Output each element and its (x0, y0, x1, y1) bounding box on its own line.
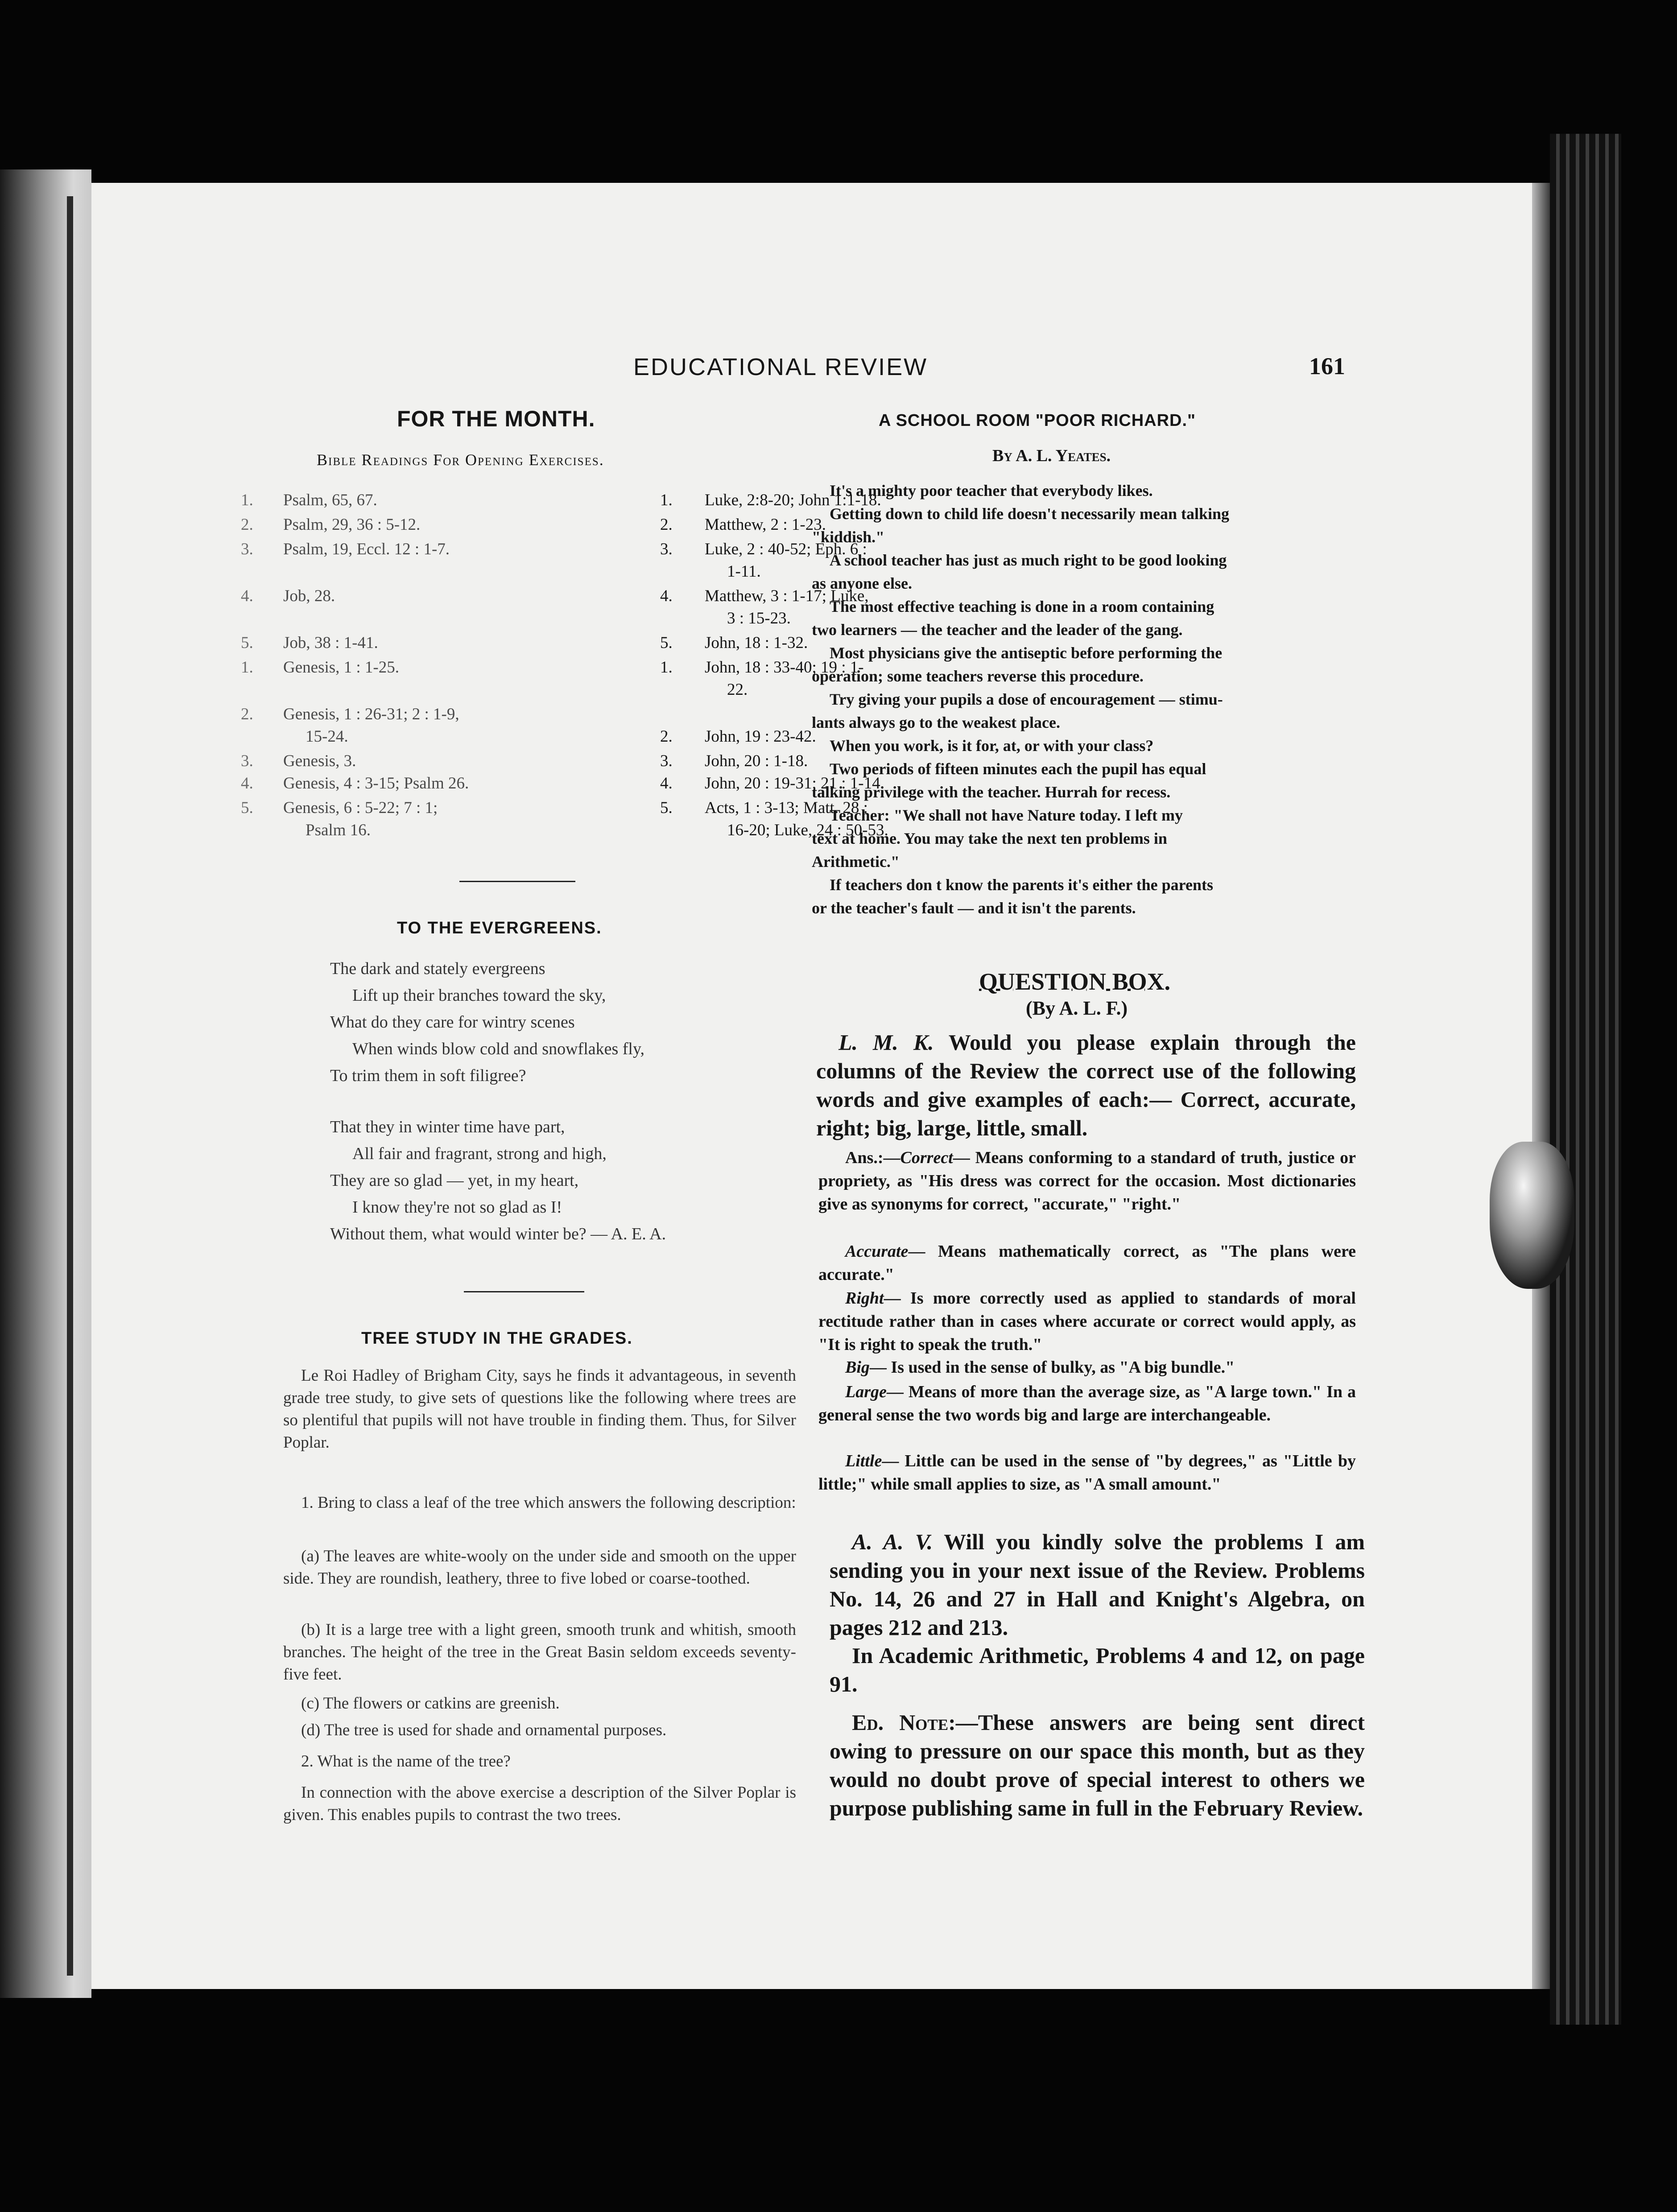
reading-number: 5. (660, 799, 673, 817)
divider-rule (459, 881, 575, 882)
reading-number: 1. (241, 491, 253, 509)
reading-number: 3. (241, 752, 253, 770)
reading-number: 2. (241, 705, 253, 723)
answer-big-word: Big (845, 1358, 870, 1377)
saying-line: Most physicians give the antiseptic before performing the (830, 644, 1223, 662)
reading-passage: Psalm, 19, Eccl. 12 : 1-7. (283, 540, 450, 558)
reading-passage: Genesis, 6 : 5-22; 7 : 1; (283, 799, 438, 817)
reading-passage: John, 18 : 1-32. (705, 634, 808, 652)
answer-accurate-text: — Means mathematically correct, as "The plans were accurate." (818, 1242, 1356, 1284)
question-aav-text: Will you kindly solve the problems I am sending you in your next issue of the Review. Problems No. 14, 26 and 27 in Hall and Knight's Algebra, on pages 212 and 213. (830, 1529, 1365, 1640)
reading-number: 1. (660, 491, 673, 509)
reading-number: 5. (660, 634, 673, 652)
tree-study-closing: In connection with the above exercise a description of the Silver Poplar is given. This enables pupils to contrast the two trees. (283, 1783, 796, 1824)
poem-line: I know they're not so glad as I! (352, 1198, 562, 1217)
tree-study-question-1: 1. Bring to class a leaf of the tree which answers the following description: (301, 1494, 796, 1512)
tree-study-item-d: (d) The tree is used for shade and ornamental purposes. (301, 1721, 667, 1739)
answer-correct (818, 1146, 1356, 1216)
book-edge-lines (1550, 134, 1621, 2025)
reading-number: 2. (660, 516, 673, 534)
saying-line: Try giving your pupils a dose of encouragement — stimu- (830, 690, 1223, 708)
question-aav-continued: In Academic Arithmetic, Problems 4 and 12, on page 91. (830, 1643, 1365, 1696)
reading-number: 5. (241, 634, 253, 652)
saying-line: or the teacher's fault — and it isn't the parents. (812, 899, 1136, 917)
saying-line: lants always go to the weakest place. (812, 714, 1060, 731)
answer-little-text: — Little can be used in the sense of "by degrees," as "Little by little;" while small applies to size, as "A small amount." (818, 1452, 1356, 1494)
bible-readings-subtitle: Bible Readings For Opening Exercises. (317, 451, 604, 469)
running-title: EDUCATIONAL REVIEW (633, 354, 928, 380)
reading-number: 3. (660, 752, 673, 770)
page-number: 161 (1309, 353, 1345, 380)
editor-note-label: Ed. Note: (852, 1710, 956, 1735)
answer-right-text: — Is more correctly used as applied to standards of moral rectitude rather than in cases where accurate or correct would apply, as "It is right to speak the truth." (818, 1289, 1356, 1354)
tree-study-question-2: 2. What is the name of the tree? (301, 1752, 511, 1770)
poem-line: That they in winter time have part, (330, 1118, 565, 1136)
saying-line: The most effective teaching is done in a room containing (830, 598, 1214, 615)
saying-line: When you work, is it for, at, or with your class? (830, 737, 1154, 755)
question-box-byline: (By A. L. F.) (1026, 997, 1128, 1019)
reading-passage: Genesis, 1 : 26-31; 2 : 1-9, (283, 705, 459, 723)
reading-passage: Psalm, 29, 36 : 5-12. (283, 516, 421, 534)
poem-line: All fair and fragrant, strong and high, (352, 1144, 607, 1163)
editor-note (830, 1708, 1365, 1822)
for-the-month-title: FOR THE MONTH. (397, 406, 595, 431)
reading-passage: Genesis, 3. (283, 752, 356, 770)
reading-passage: 1-11. (727, 562, 761, 581)
reading-passage: Luke, 2:8-20; John 1:1-18. (705, 491, 881, 509)
reading-number: 2. (241, 516, 253, 534)
poem-line: Without them, what would winter be? — A. E. A. (330, 1225, 666, 1243)
reading-number: 1. (660, 658, 673, 677)
answer-right (818, 1287, 1356, 1356)
answer-right-word: Right (845, 1289, 884, 1308)
answer-correct-word: Correct (900, 1148, 953, 1167)
tree-study-item-c: (c) The flowers or catkins are greenish. (301, 1694, 560, 1713)
answer-label: Ans.:— (845, 1148, 900, 1167)
answer-large-word: Large (845, 1382, 887, 1401)
answer-large-text: — Means of more than the average size, as "A large town." In a general sense the two words big and large are interchangeable. (818, 1382, 1356, 1424)
answer-large (818, 1380, 1356, 1427)
poem-line: To trim them in soft filigree? (330, 1066, 526, 1085)
reading-number: 3. (241, 540, 253, 558)
saying-line: Two periods of fifteen minutes each the pupil has equal (830, 760, 1206, 778)
answer-correct-text: — Means conforming to a standard of truth, justice or propriety, as "His dress was correct for the occasion. Most dictionaries give as synonyms for correct, "accurate," "right." (818, 1148, 1356, 1213)
poor-richard-byline: By A. L. Yeates. (992, 446, 1111, 465)
question-lmk-initials: L. M. K. (838, 1030, 934, 1055)
tree-study-item-b: (b) It is a large tree with a light green, smooth trunk and whitish, smooth branches. The height of the tree in the Great Basin seldom exceeds seventy-five feet. (283, 1621, 796, 1684)
saying-line: It's a mighty poor teacher that everybody likes. (830, 482, 1153, 499)
reading-passage: Psalm 16. (306, 821, 371, 839)
poem-line: Lift up their branches toward the sky, (352, 986, 606, 1005)
poem-line: They are so glad — yet, in my heart, (330, 1171, 579, 1190)
reading-passage: Genesis, 1 : 1-25. (283, 658, 399, 677)
evergreens-title: TO THE EVERGREENS. (397, 919, 602, 937)
saying-line: talking privilege with the teacher. Hurrah for recess. (812, 783, 1171, 801)
answer-big-text: — Is used in the sense of bulky, as "A big bundle." (869, 1358, 1235, 1377)
saying-line: operation; some teachers reverse this procedure. (812, 667, 1144, 685)
reading-passage: Luke, 2 : 40-52; Eph. 6 : (705, 540, 867, 558)
reading-passage: 15-24. (306, 727, 348, 746)
reading-passage: John, 18 : 33-40; 19 : 1- (705, 658, 864, 677)
divider-rule (464, 1291, 584, 1292)
question-aav-initials: A. A. V. (852, 1529, 933, 1554)
poem-line: The dark and stately evergreens (330, 959, 545, 978)
saying-line: Getting down to child life doesn't necessarily mean talking (830, 505, 1230, 523)
reading-number: 4. (660, 774, 673, 792)
reading-passage: Psalm, 65, 67. (283, 491, 377, 509)
editor-note-text: —These answers are being sent direct owing to pressure on our space this month, but as they would no doubt prove of special interest to others we purpose publishing same in full in the February Review. (830, 1710, 1365, 1820)
question-lmk-text: Would you please explain through the columns of the Review the correct use of the following words and give examples of each:— Correct, accurate, right; big, large, little, small. (816, 1030, 1356, 1140)
answer-accurate (818, 1240, 1356, 1286)
answer-little-word: Little (845, 1452, 882, 1470)
poem-line: When winds blow cold and snowflakes fly, (352, 1040, 645, 1058)
answer-little (818, 1449, 1356, 1496)
reading-number: 2. (660, 727, 673, 746)
page-clip (1490, 1142, 1574, 1289)
answer-big (818, 1356, 1356, 1379)
reading-passage: Acts, 1 : 3-13; Matt. 28 : (705, 799, 868, 817)
reading-passage: Job, 28. (283, 587, 335, 605)
reading-passage: John, 20 : 1-18. (705, 752, 808, 770)
reading-number: 1. (241, 658, 253, 677)
reading-passage: Job, 38 : 1-41. (283, 634, 378, 652)
saying-line: If teachers don t know the parents it's either the parents (830, 876, 1213, 894)
reading-number: 4. (241, 774, 253, 792)
reading-passage: 22. (727, 681, 748, 699)
answer-accurate-word: Accurate (845, 1242, 909, 1261)
poor-richard-title: A SCHOOL ROOM "POOR RICHARD." (879, 411, 1196, 430)
reading-number: 4. (241, 587, 253, 605)
saying-line: A school teacher has just as much right to be good looking (830, 551, 1227, 569)
reading-passage: Matthew, 2 : 1-23. (705, 516, 826, 534)
saying-line: Teacher: "We shall not have Nature today. I left my (830, 806, 1183, 824)
reading-number: 4. (660, 587, 673, 605)
reading-passage: John, 20 : 19-31; 21 : 1-14. (705, 774, 884, 792)
reading-passage: 3 : 15-23. (727, 609, 791, 627)
saying-line: Arithmetic." (812, 853, 900, 871)
reading-passage: Genesis, 4 : 3-15; Psalm 26. (283, 774, 469, 792)
reading-passage: John, 19 : 23-42. (705, 727, 816, 746)
reading-number: 5. (241, 799, 253, 817)
saying-line: as anyone else. (812, 574, 912, 592)
question-lmk (816, 1028, 1356, 1142)
question-aav (830, 1527, 1365, 1642)
tree-study-intro: Le Roi Hadley of Brigham City, says he finds it advantageous, in seventh grade tree study, to give sets of questions like the following where trees are so plentiful that pupils will not have trouble in finding them. Thus, for Silver Poplar. (283, 1366, 796, 1452)
left-page-spine (0, 169, 91, 1998)
reading-passage: 16-20; Luke, 24 : 50-53. (727, 821, 888, 839)
spine-edge (67, 196, 73, 1976)
page-right-edge (1532, 183, 1550, 1989)
tree-study-title: TREE STUDY IN THE GRADES. (361, 1329, 633, 1348)
reading-passage: Matthew, 3 : 1-17; Luke, (705, 587, 869, 605)
saying-line: "kiddish." (812, 528, 885, 546)
reading-number: 3. (660, 540, 673, 558)
tree-study-item-a: (a) The leaves are white-wooly on the under side and smooth on the upper side. They are roundish, leathery, three to five lobed or coarse-toothed. (283, 1547, 796, 1588)
saying-line: two learners — the teacher and the leader of the gang. (812, 621, 1183, 639)
question-box-title: QUESTION BOX. (979, 968, 1171, 995)
saying-line: text at home. You may take the next ten problems in (812, 830, 1167, 847)
poem-line: What do they care for wintry scenes (330, 1013, 575, 1032)
